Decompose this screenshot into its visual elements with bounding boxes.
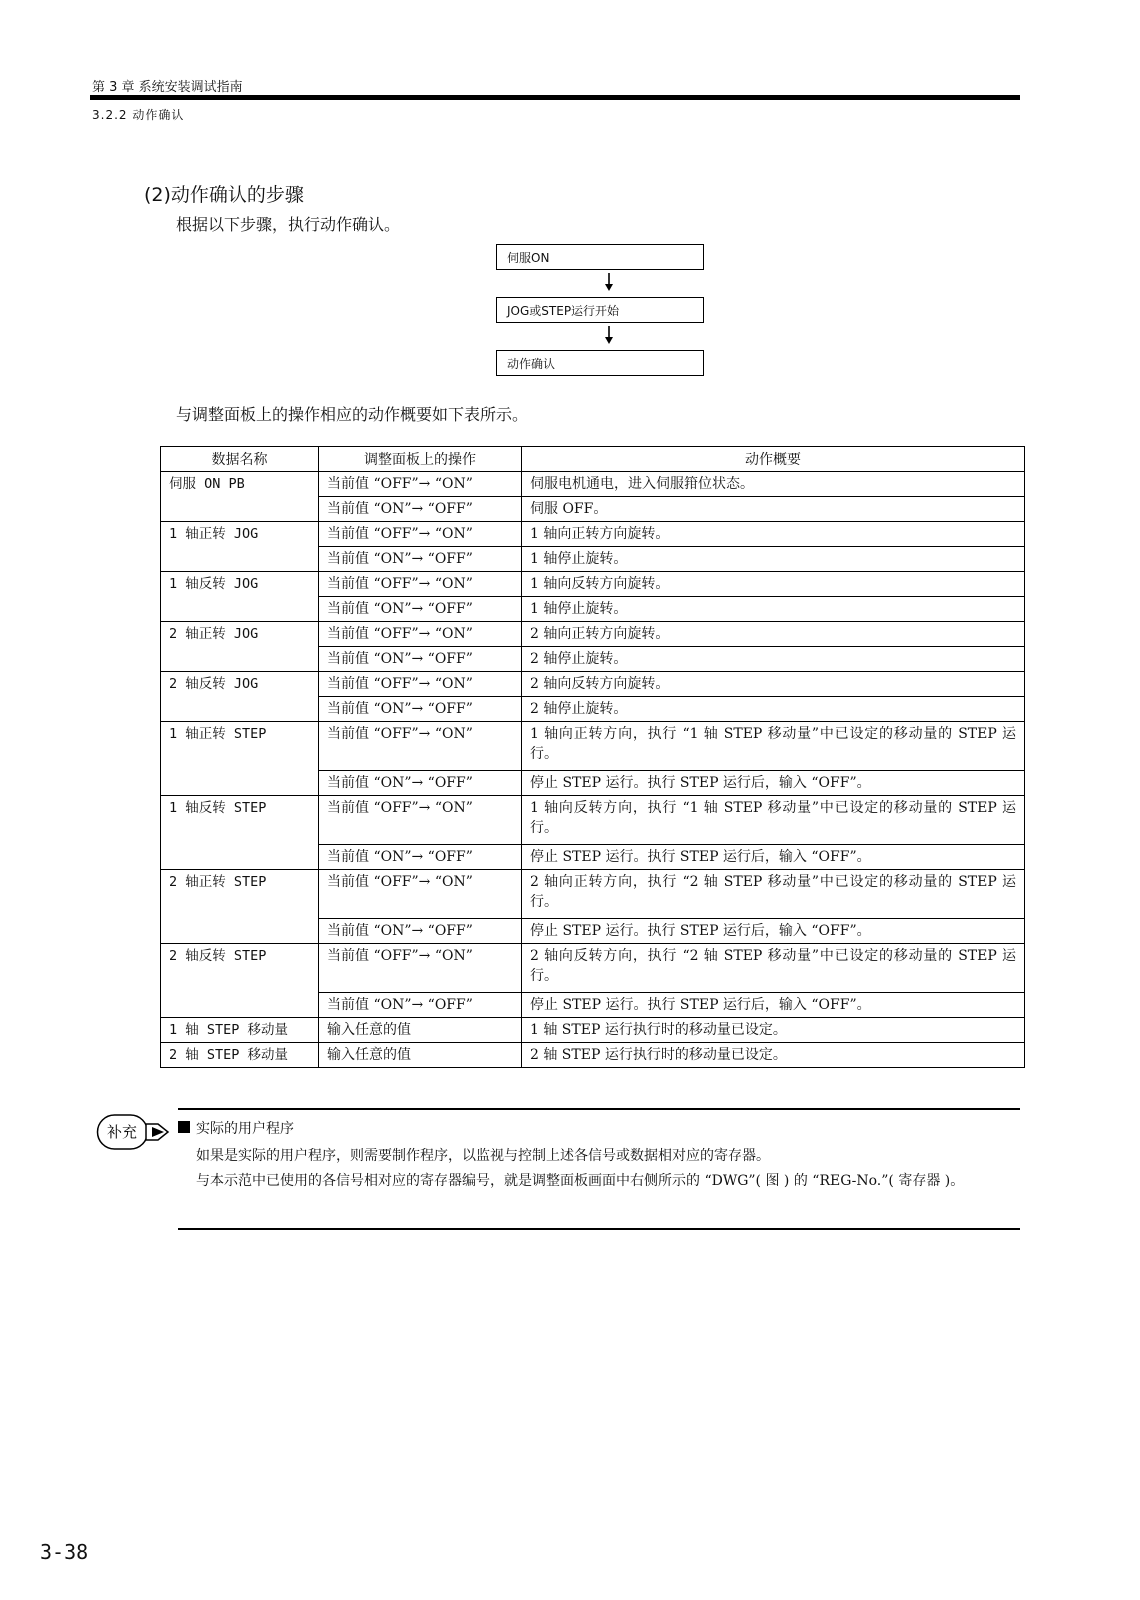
table-row (161, 672, 1025, 697)
chapter-header: 第 3 章 系统安装调试指南 (92, 80, 243, 95)
table-row (161, 944, 1025, 993)
operation-cell: 当前值 “ON”→ “OFF” (319, 697, 522, 722)
table-row (161, 522, 1025, 547)
data-name-cell: 2 轴反转 STEP (161, 944, 319, 993)
table-row (161, 870, 1025, 919)
operation-cell: 当前值 “ON”→ “OFF” (319, 547, 522, 572)
action-summary-cell: 2 轴停止旋转。 (522, 697, 1025, 722)
intro-text: 根据以下步骤，执行动作确认。 (176, 215, 401, 234)
supplement-title: 实际的用户程序 (196, 1121, 294, 1137)
operation-cell: 当前值 “OFF”→ “ON” (319, 572, 522, 597)
data-name-cell: 1 轴正转 JOG (161, 522, 319, 547)
table-row (161, 796, 1025, 845)
operations-table (160, 446, 1025, 1068)
data-name-cell (161, 497, 319, 522)
operation-cell: 当前值 “OFF”→ “ON” (319, 796, 522, 845)
table-row (161, 597, 1025, 622)
action-summary-cell: 1 轴向反转方向旋转。 (522, 572, 1025, 597)
data-name-cell (161, 919, 319, 944)
data-name-cell: 1 轴反转 JOG (161, 572, 319, 597)
table-row (161, 572, 1025, 597)
operation-cell: 当前值 “ON”→ “OFF” (319, 919, 522, 944)
supplement-paragraph: 与本示范中已使用的各信号相对应的寄存器编号，就是调整面板画面中右侧所示的 “DWG”( 图 ) 的 “REG-No.”( 寄存器 )。 (196, 1173, 965, 1189)
action-summary-cell: 1 轴向正转方向，执行 “1 轴 STEP 移动量”中已设定的移动量的 STEP 运行。 (522, 722, 1025, 771)
data-name-cell: 2 轴正转 STEP (161, 870, 319, 919)
action-summary-cell: 停止 STEP 运行。执行 STEP 运行后，输入 “OFF”。 (522, 845, 1025, 870)
page-number: 3-38 (40, 1540, 89, 1564)
action-summary-cell: 停止 STEP 运行。执行 STEP 运行后，输入 “OFF”。 (522, 771, 1025, 796)
table-header-row (161, 447, 1025, 472)
table-row (161, 1043, 1025, 1068)
action-summary-cell: 2 轴向反转方向旋转。 (522, 672, 1025, 697)
data-name-cell (161, 647, 319, 672)
operation-cell: 输入任意的值 (319, 1043, 522, 1068)
table-row (161, 497, 1025, 522)
action-summary-cell: 1 轴向反转方向，执行 “1 轴 STEP 移动量”中已设定的移动量的 STEP 运行。 (522, 796, 1025, 845)
data-name-cell: 1 轴 STEP 移动量 (161, 1018, 319, 1043)
action-summary-cell: 伺服电机通电，进入伺服箝位状态。 (522, 472, 1025, 497)
operation-cell: 当前值 “OFF”→ “ON” (319, 672, 522, 697)
operation-cell: 当前值 “ON”→ “OFF” (319, 597, 522, 622)
action-summary-cell: 2 轴向反转方向，执行 “2 轴 STEP 移动量”中已设定的移动量的 STEP 运行。 (522, 944, 1025, 993)
data-name-cell (161, 597, 319, 622)
data-name-cell (161, 771, 319, 796)
supplement-bottom-rule (178, 1228, 1020, 1230)
column-header: 调整面板上的操作 (319, 447, 522, 472)
table-caption: 与调整面板上的操作相应的动作概要如下表所示。 (176, 405, 529, 424)
action-summary-cell: 停止 STEP 运行。执行 STEP 运行后，输入 “OFF”。 (522, 919, 1025, 944)
data-name-cell: 伺服 ON PB (161, 472, 319, 497)
flow-step-jog-step-start: JOG或STEP运行开始 (496, 297, 704, 323)
supplement-badge-label: 补充 (106, 1123, 138, 1141)
data-name-cell: 2 轴正转 JOG (161, 622, 319, 647)
operation-cell: 当前值 “ON”→ “OFF” (319, 647, 522, 672)
data-name-cell: 2 轴 STEP 移动量 (161, 1043, 319, 1068)
table-row (161, 845, 1025, 870)
operation-cell: 当前值 “ON”→ “OFF” (319, 771, 522, 796)
data-name-cell (161, 845, 319, 870)
data-name-cell: 2 轴反转 JOG (161, 672, 319, 697)
table-row (161, 622, 1025, 647)
data-name-cell: 1 轴反转 STEP (161, 796, 319, 845)
flow-step-servo-on: 伺服ON (496, 244, 704, 270)
action-summary-cell: 2 轴停止旋转。 (522, 647, 1025, 672)
flow-step-action-confirm: 动作确认 (496, 350, 704, 376)
down-arrow-icon (603, 325, 615, 345)
table-row (161, 919, 1025, 944)
action-summary-cell: 1 轴停止旋转。 (522, 597, 1025, 622)
action-summary-cell: 2 轴向正转方向，执行 “2 轴 STEP 移动量”中已设定的移动量的 STEP 运行。 (522, 870, 1025, 919)
action-summary-cell: 1 轴 STEP 运行执行时的移动量已设定。 (522, 1018, 1025, 1043)
data-name-cell (161, 547, 319, 572)
down-arrow-icon (603, 272, 615, 292)
operation-cell: 当前值 “OFF”→ “ON” (319, 944, 522, 993)
action-summary-cell: 停止 STEP 运行。执行 STEP 运行后，输入 “OFF”。 (522, 993, 1025, 1018)
header-rule (90, 95, 1020, 100)
table-row (161, 547, 1025, 572)
supplement-badge-icon (96, 1112, 176, 1152)
table-row (161, 771, 1025, 796)
operation-cell: 当前值 “OFF”→ “ON” (319, 722, 522, 771)
operation-cell: 当前值 “ON”→ “OFF” (319, 497, 522, 522)
operation-cell: 当前值 “OFF”→ “ON” (319, 522, 522, 547)
table-row (161, 1018, 1025, 1043)
supplement-top-rule (178, 1108, 1020, 1110)
operation-cell: 当前值 “OFF”→ “ON” (319, 622, 522, 647)
action-summary-cell: 2 轴向正转方向旋转。 (522, 622, 1025, 647)
action-summary-cell: 1 轴向正转方向旋转。 (522, 522, 1025, 547)
supplement-paragraph: 如果是实际的用户程序，则需要制作程序，以监视与控制上述各信号或数据相对应的寄存器。 (196, 1148, 770, 1164)
action-summary-cell: 2 轴 STEP 运行执行时的移动量已设定。 (522, 1043, 1025, 1068)
data-name-cell: 1 轴正转 STEP (161, 722, 319, 771)
table-row (161, 697, 1025, 722)
column-header: 动作概要 (522, 447, 1025, 472)
table-row (161, 647, 1025, 672)
operation-cell: 当前值 “ON”→ “OFF” (319, 993, 522, 1018)
section-title: (2)动作确认的步骤 (144, 184, 304, 206)
table-row (161, 993, 1025, 1018)
table-row (161, 472, 1025, 497)
table-row (161, 722, 1025, 771)
operation-cell: 当前值 “OFF”→ “ON” (319, 472, 522, 497)
data-name-cell (161, 697, 319, 722)
action-summary-cell: 1 轴停止旋转。 (522, 547, 1025, 572)
operation-cell: 当前值 “ON”→ “OFF” (319, 845, 522, 870)
supplement-body (196, 1144, 990, 1194)
column-header: 数据名称 (161, 447, 319, 472)
data-name-cell (161, 993, 319, 1018)
operation-cell: 当前值 “OFF”→ “ON” (319, 870, 522, 919)
action-summary-cell: 伺服 OFF。 (522, 497, 1025, 522)
operation-cell: 输入任意的值 (319, 1018, 522, 1043)
black-square-bullet-icon (178, 1121, 190, 1133)
section-header: 3.2.2 动作确认 (92, 108, 185, 122)
